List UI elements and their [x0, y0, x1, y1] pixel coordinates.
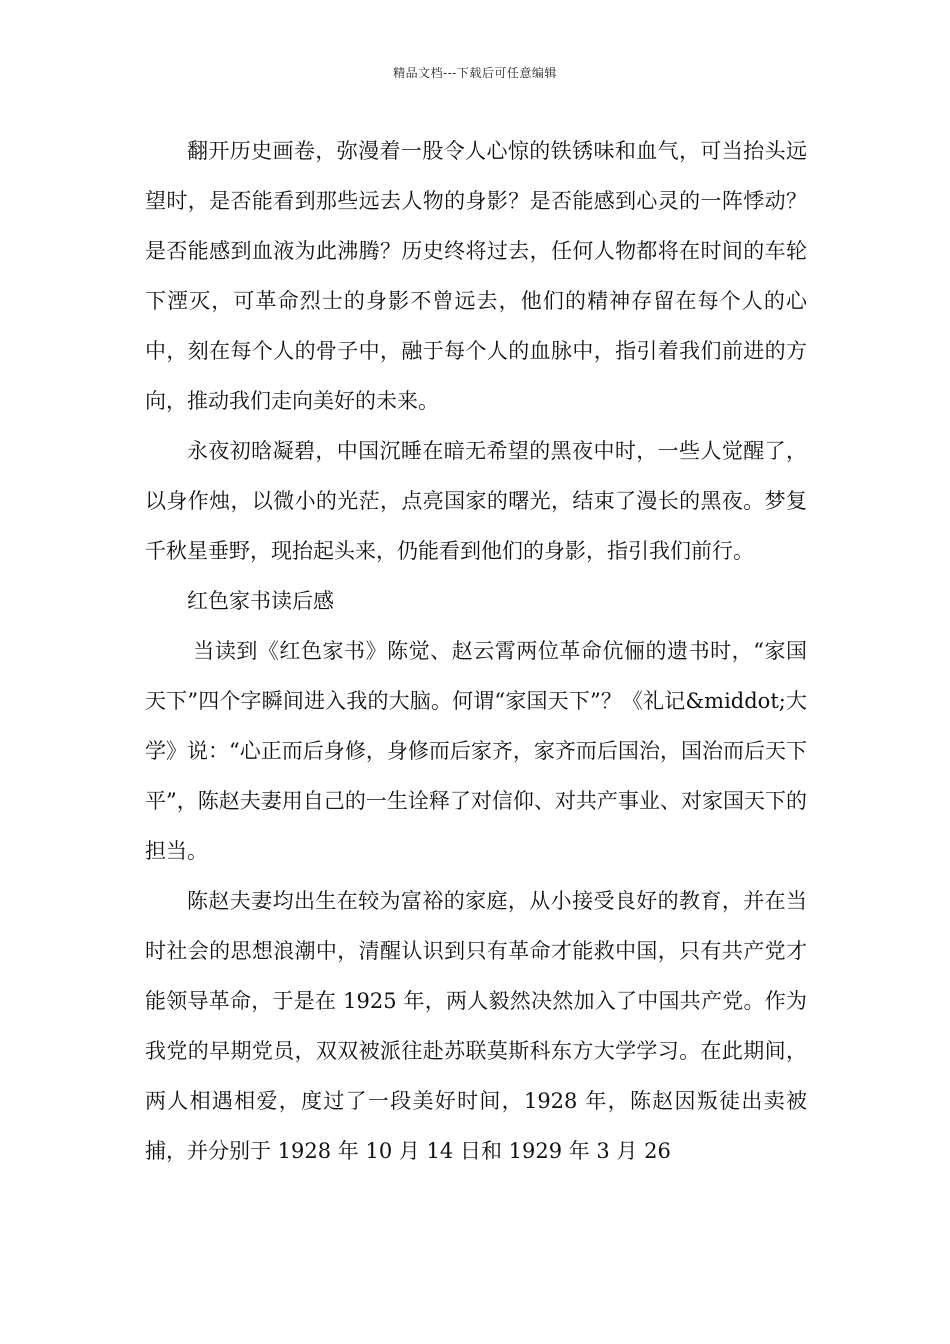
section-heading: 红色家书读后感: [187, 589, 334, 613]
paragraph-endless-night: 永夜初晗凝碧，中国沉睡在暗无希望的黑夜中时，一些人觉醒了，以身作烛，以微小的光茫，点亮国家的曙光，结束了漫长的黑夜。梦复千秋星垂野，现抬起头来，仍能看到他们的身影，指引我们前行。: [145, 439, 807, 563]
paragraph-history-scroll: 翻开历史画卷，弥漫着一股令人心惊的铁锈味和血气，可当抬头远望时，是否能看到那些远去人物的身影？是否能感到心灵的一阵悸动？是否能感到血液为此沸腾？历史终将过去，任何人物都将在时间的车轮下湮灭，可革命烈士的身影不曾远去，他们的精神存留在每个人的心中，刻在每个人的骨子中，融于每个人的血脉中，指引着我们前进的方向，推动我们走向美好的未来。: [145, 139, 807, 413]
paragraph-red-letters: 当读到《红色家书》陈觉、赵云霄两位革命伉俪的遗书时，“家国天下”四个字瞬间进入我的大脑。何谓“家国天下”？《礼记&middot;大学》说：“心正而后身修，身修而后家齐，家齐而后国治，国治而后天下平”，陈赵夫妻用自己的一生诠释了对信仰、对共产事业、对家国天下的担当。: [145, 639, 807, 863]
document-header-note: 精品文档---下载后可任意编辑: [393, 66, 557, 80]
document-body: [145, 126, 807, 1176]
paragraph-chen-zhao-couple: 陈赵夫妻均出生在较为富裕的家庭，从小接受良好的教育，并在当时社会的思想浪潮中，清醒认识到只有革命才能救中国，只有共产党才能领导革命，于是在 1925 年，两人毅然决然加入了中国共产党。作为我党的早期党员，双双被派往赴苏联莫斯科东方大学学习。在此期间，两人相遇相爱，度过了一段美好时间，1928 年，陈赵因叛徒出卖被捕，并分别于 1928 年 10 月 14 日和 1929 年 3 月 26: [145, 889, 807, 1163]
